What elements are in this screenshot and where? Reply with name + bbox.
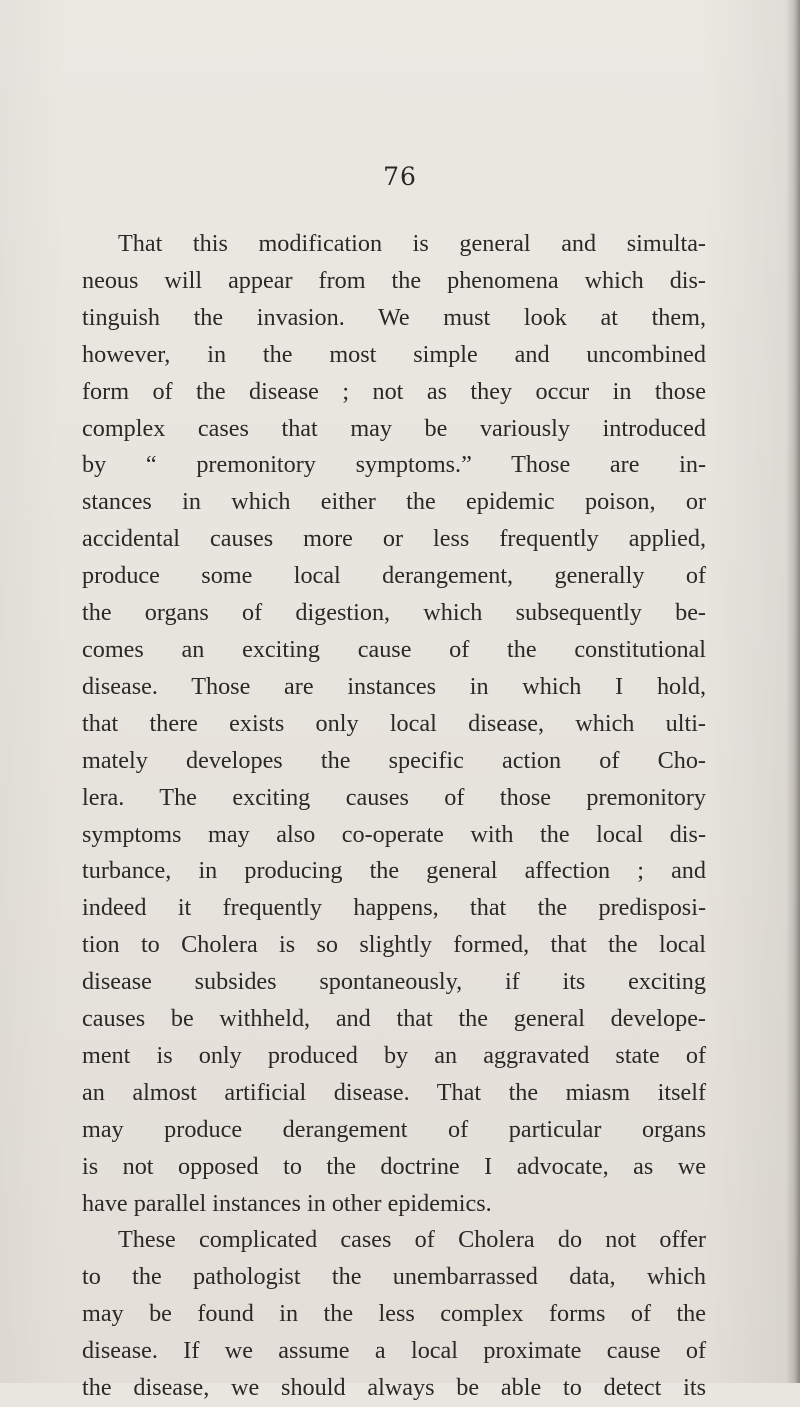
- text-line: mately developes the specific action of Cho-: [82, 746, 706, 774]
- page-number: 76: [383, 162, 417, 191]
- text-line: to the pathologist the unembarrassed data, which: [82, 1263, 706, 1291]
- text-line: may be found in the less complex forms of the: [82, 1300, 706, 1328]
- text-line: disease. If we assume a local proximate cause of: [82, 1337, 706, 1365]
- text-line: however, in the most simple and uncombined: [82, 340, 706, 368]
- text-line: tion to Cholera is so slightly formed, that the local: [82, 931, 706, 959]
- text-line: neous will appear from the phenomena which dis-: [82, 266, 706, 294]
- text-line: These complicated cases of Cholera do not offer: [118, 1226, 706, 1254]
- text-line: stances in which either the epidemic poison, or: [82, 488, 706, 516]
- text-line: complex cases that may be variously introduced: [82, 414, 706, 442]
- text-line: symptoms may also co-operate with the local dis-: [82, 820, 706, 848]
- page-edge-shadow: [786, 0, 800, 1383]
- text-line: is not opposed to the doctrine I advocate, as we: [82, 1152, 706, 1180]
- text-line: may produce derangement of particular organs: [82, 1115, 706, 1143]
- body-text: [82, 226, 706, 1407]
- text-line: the organs of digestion, which subsequently be-: [82, 599, 706, 627]
- text-line: by “ premonitory symptoms.” Those are in-: [82, 451, 706, 479]
- text-line: accidental causes more or less frequently applied,: [82, 525, 706, 553]
- text-line: That this modification is general and simulta-: [118, 230, 706, 257]
- text-line: form of the disease ; not as they occur in those: [82, 377, 706, 405]
- text-line: turbance, in producing the general affection ; and: [82, 857, 706, 885]
- text-line: the disease, we should always be able to detect its: [82, 1374, 706, 1402]
- text-line: produce some local derangement, generally of: [82, 562, 706, 590]
- text-line: an almost artificial disease. That the miasm itself: [82, 1078, 706, 1106]
- text-line: disease. Those are instances in which I hold,: [82, 672, 706, 700]
- text-line: tinguish the invasion. We must look at them,: [82, 303, 706, 331]
- text-line: disease subsides spontaneously, if its exciting: [82, 968, 706, 996]
- text-line: comes an exciting cause of the constitutional: [82, 635, 706, 663]
- text-line: ment is only produced by an aggravated state of: [82, 1041, 706, 1069]
- text-line: indeed it frequently happens, that the predisposi-: [82, 894, 706, 922]
- text-line: lera. The exciting causes of those premonitory: [82, 783, 706, 811]
- text-line: that there exists only local disease, which ulti-: [82, 709, 706, 737]
- text-line: have parallel instances in other epidemics.: [82, 1189, 492, 1217]
- text-line: causes be withheld, and that the general develope-: [82, 1005, 706, 1033]
